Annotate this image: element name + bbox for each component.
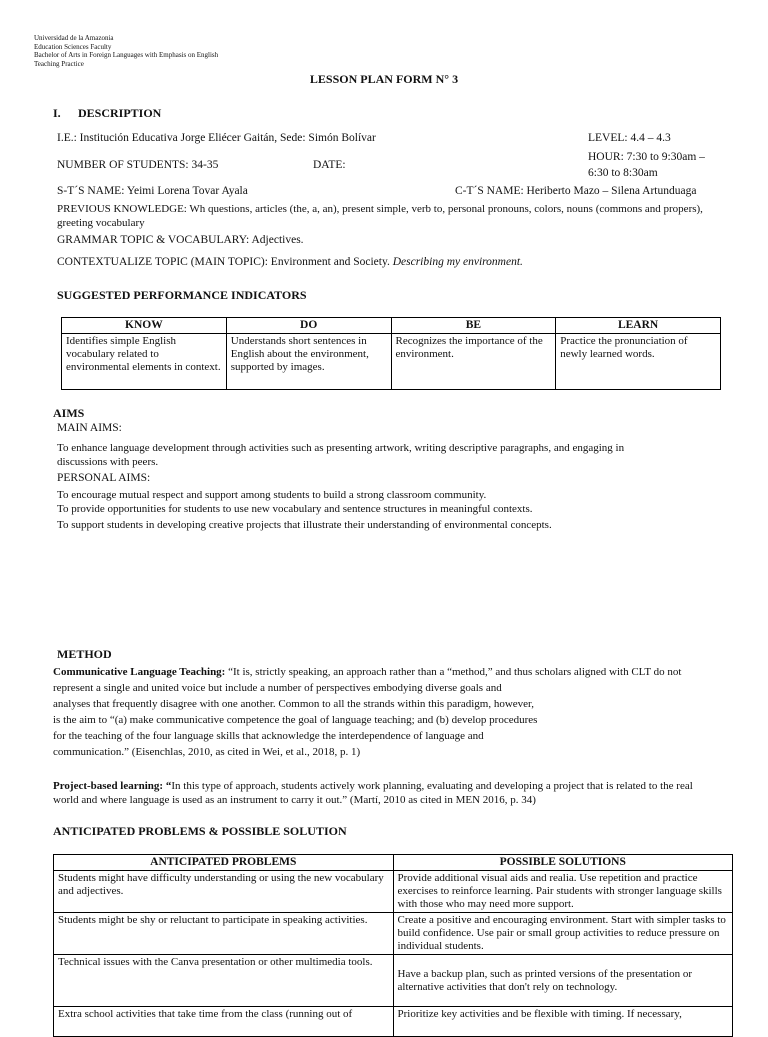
table-row [54,1007,733,1037]
date-field: DATE: [313,159,346,171]
indicator-header-be: BE [391,318,556,334]
contextualize-topic-italic: Describing my environment. [392,256,523,268]
clt-line3: analyses that frequently disagree with one another. Common to all the strands within this paradigm, however, [53,698,535,710]
indicators-heading: SUGGESTED PERFORMANCE INDICATORS [57,288,307,302]
clt-label: Communicative Language Teaching: [53,666,226,678]
indicator-know: Identifies simple English vocabulary related to environmental elements in context. [62,334,227,390]
contextualize-topic-label: CONTEXTUALIZE TOPIC (MAIN TOPIC): Environment and Society. [57,256,390,268]
indicators-row [62,334,721,390]
pbl-text1: In this type of approach, students actively work planning, evaluating and developing a project that is related to the real [171,780,693,792]
institution-header [34,34,218,68]
hour-field-line1: HOUR: 7:30 to 9:30am – [588,151,705,163]
cooperating-teacher-name: C-T´S NAME: Heriberto Mazo – Silena Artunduaga [455,185,697,197]
hour-field-line2: 6:30 to 8:30am [588,167,658,179]
indicator-header-know: KNOW [62,318,227,334]
pbl-line2: world and where language is used as an instrument to carry it out.” (Martí, 2010 as cited in MEN 2016, p. 34) [53,794,536,806]
previous-knowledge-line1: PREVIOUS KNOWLEDGE: Wh questions, articles (the, a, an), present simple, verb to, personal pronouns, colors, nouns (commons and propers), [57,203,703,215]
main-aims-label: MAIN AIMS: [57,422,122,434]
personal-aims-label: PERSONAL AIMS: [57,472,151,484]
pbl-label: Project-based learning: “ [53,780,172,792]
clt-line1 [53,665,681,679]
problem-cell: Technical issues with the Canva presentation or other multimedia tools. [54,955,394,1007]
problems-table [53,854,733,1037]
problems-heading: ANTICIPATED PROBLEMS & POSSIBLE SOLUTION [53,824,347,838]
solutions-header: POSSIBLE SOLUTIONS [393,855,732,871]
clt-line2: represent a single and united voice but include a number of perspectives embodying diverse goals and [53,682,502,694]
table-row [54,913,733,955]
page-title: LESSON PLAN FORM N° 3 [309,72,459,86]
aims-heading: AIMS [53,406,85,420]
indicator-do: Understands short sentences in English about the environment, supported by images. [226,334,391,390]
header-program: Bachelor of Arts in Foreign Languages with Emphasis on English [34,51,219,59]
description-heading-number: I. [53,106,61,120]
clt-line4: is the aim to “(a) make communicative competence the goal of language teaching; and (b) develop procedures [53,714,538,726]
table-row [54,871,733,913]
contextualize-topic [57,255,523,269]
pbl-line1 [53,779,693,793]
student-teacher-name: S-T´S NAME: Yeimi Lorena Tovar Ayala [57,185,248,197]
previous-knowledge-line2: greeting vocabulary [57,217,145,229]
solution-cell: Prioritize key activities and be flexible with timing. If necessary, [393,1007,732,1037]
solution-cell: Create a positive and encouraging environment. Start with simpler tasks to build confidence. Use pair or small group activities to reduce pressure on individual students. [393,913,732,955]
problems-header: ANTICIPATED PROBLEMS [54,855,394,871]
main-aim-line2: discussions with peers. [57,456,159,468]
indicator-header-learn: LEARN [556,318,721,334]
solution-cell: Provide additional visual aids and realia. Use repetition and practice exercises to reinforce learning. Pair students with stronger language skills with those who may need more support. [393,871,732,913]
problem-cell: Extra school activities that take time from the class (running out of [54,1007,394,1037]
description-heading: DESCRIPTION [78,106,162,120]
personal-aim-3: To support students in developing creative projects that illustrate their understanding of environmental concepts. [57,519,552,531]
header-practice: Teaching Practice [34,59,84,68]
solution-cell: Have a backup plan, such as printed versions of the presentation or alternative activities that don't rely on technology. [393,955,732,1007]
indicator-be: Recognizes the importance of the environment. [391,334,556,390]
clt-text1: “It is, strictly speaking, an approach rather than a “method,” and thus scholars aligned with CLT do not [225,666,682,678]
level-field: LEVEL: 4.4 – 4.3 [588,132,671,144]
indicator-header-do: DO [226,318,391,334]
students-field: NUMBER OF STUDENTS: 34-35 [57,159,219,171]
problem-cell: Students might be shy or reluctant to participate in speaking activities. [54,913,394,955]
personal-aim-2: To provide opportunities for students to use new vocabulary and sentence structures in meaningful contexts. [57,503,533,515]
personal-aim-1: To encourage mutual respect and support among students to build a strong classroom community. [57,489,487,501]
main-aim-line1: To enhance language development through activities such as presenting artwork, writing descriptive paragraphs, and engaging in [57,442,625,454]
grammar-topic: GRAMMAR TOPIC & VOCABULARY: Adjectives. [57,234,304,246]
indicators-header-row [62,318,721,334]
clt-line6: communication.” (Eisenchlas, 2010, as cited in Wei, et al., 2018, p. 1) [53,746,361,758]
indicator-learn: Practice the pronunciation of newly learned words. [556,334,721,390]
table-row [54,955,733,1007]
problem-cell: Students might have difficulty understanding or using the new vocabulary and adjectives. [54,871,394,913]
ie-field: I.E.: Institución Educativa Jorge Eliécer Gaitán, Sede: Simón Bolívar [57,132,376,144]
clt-line5: for the teaching of the four language skills that acknowledge the interdependence of language and [53,730,484,742]
problems-header-row [54,855,733,871]
header-faculty: Education Sciences Faculty [34,42,112,51]
header-university: Universidad de la Amazonia [34,34,114,42]
method-heading: METHOD [57,647,112,661]
indicators-table [61,317,721,390]
